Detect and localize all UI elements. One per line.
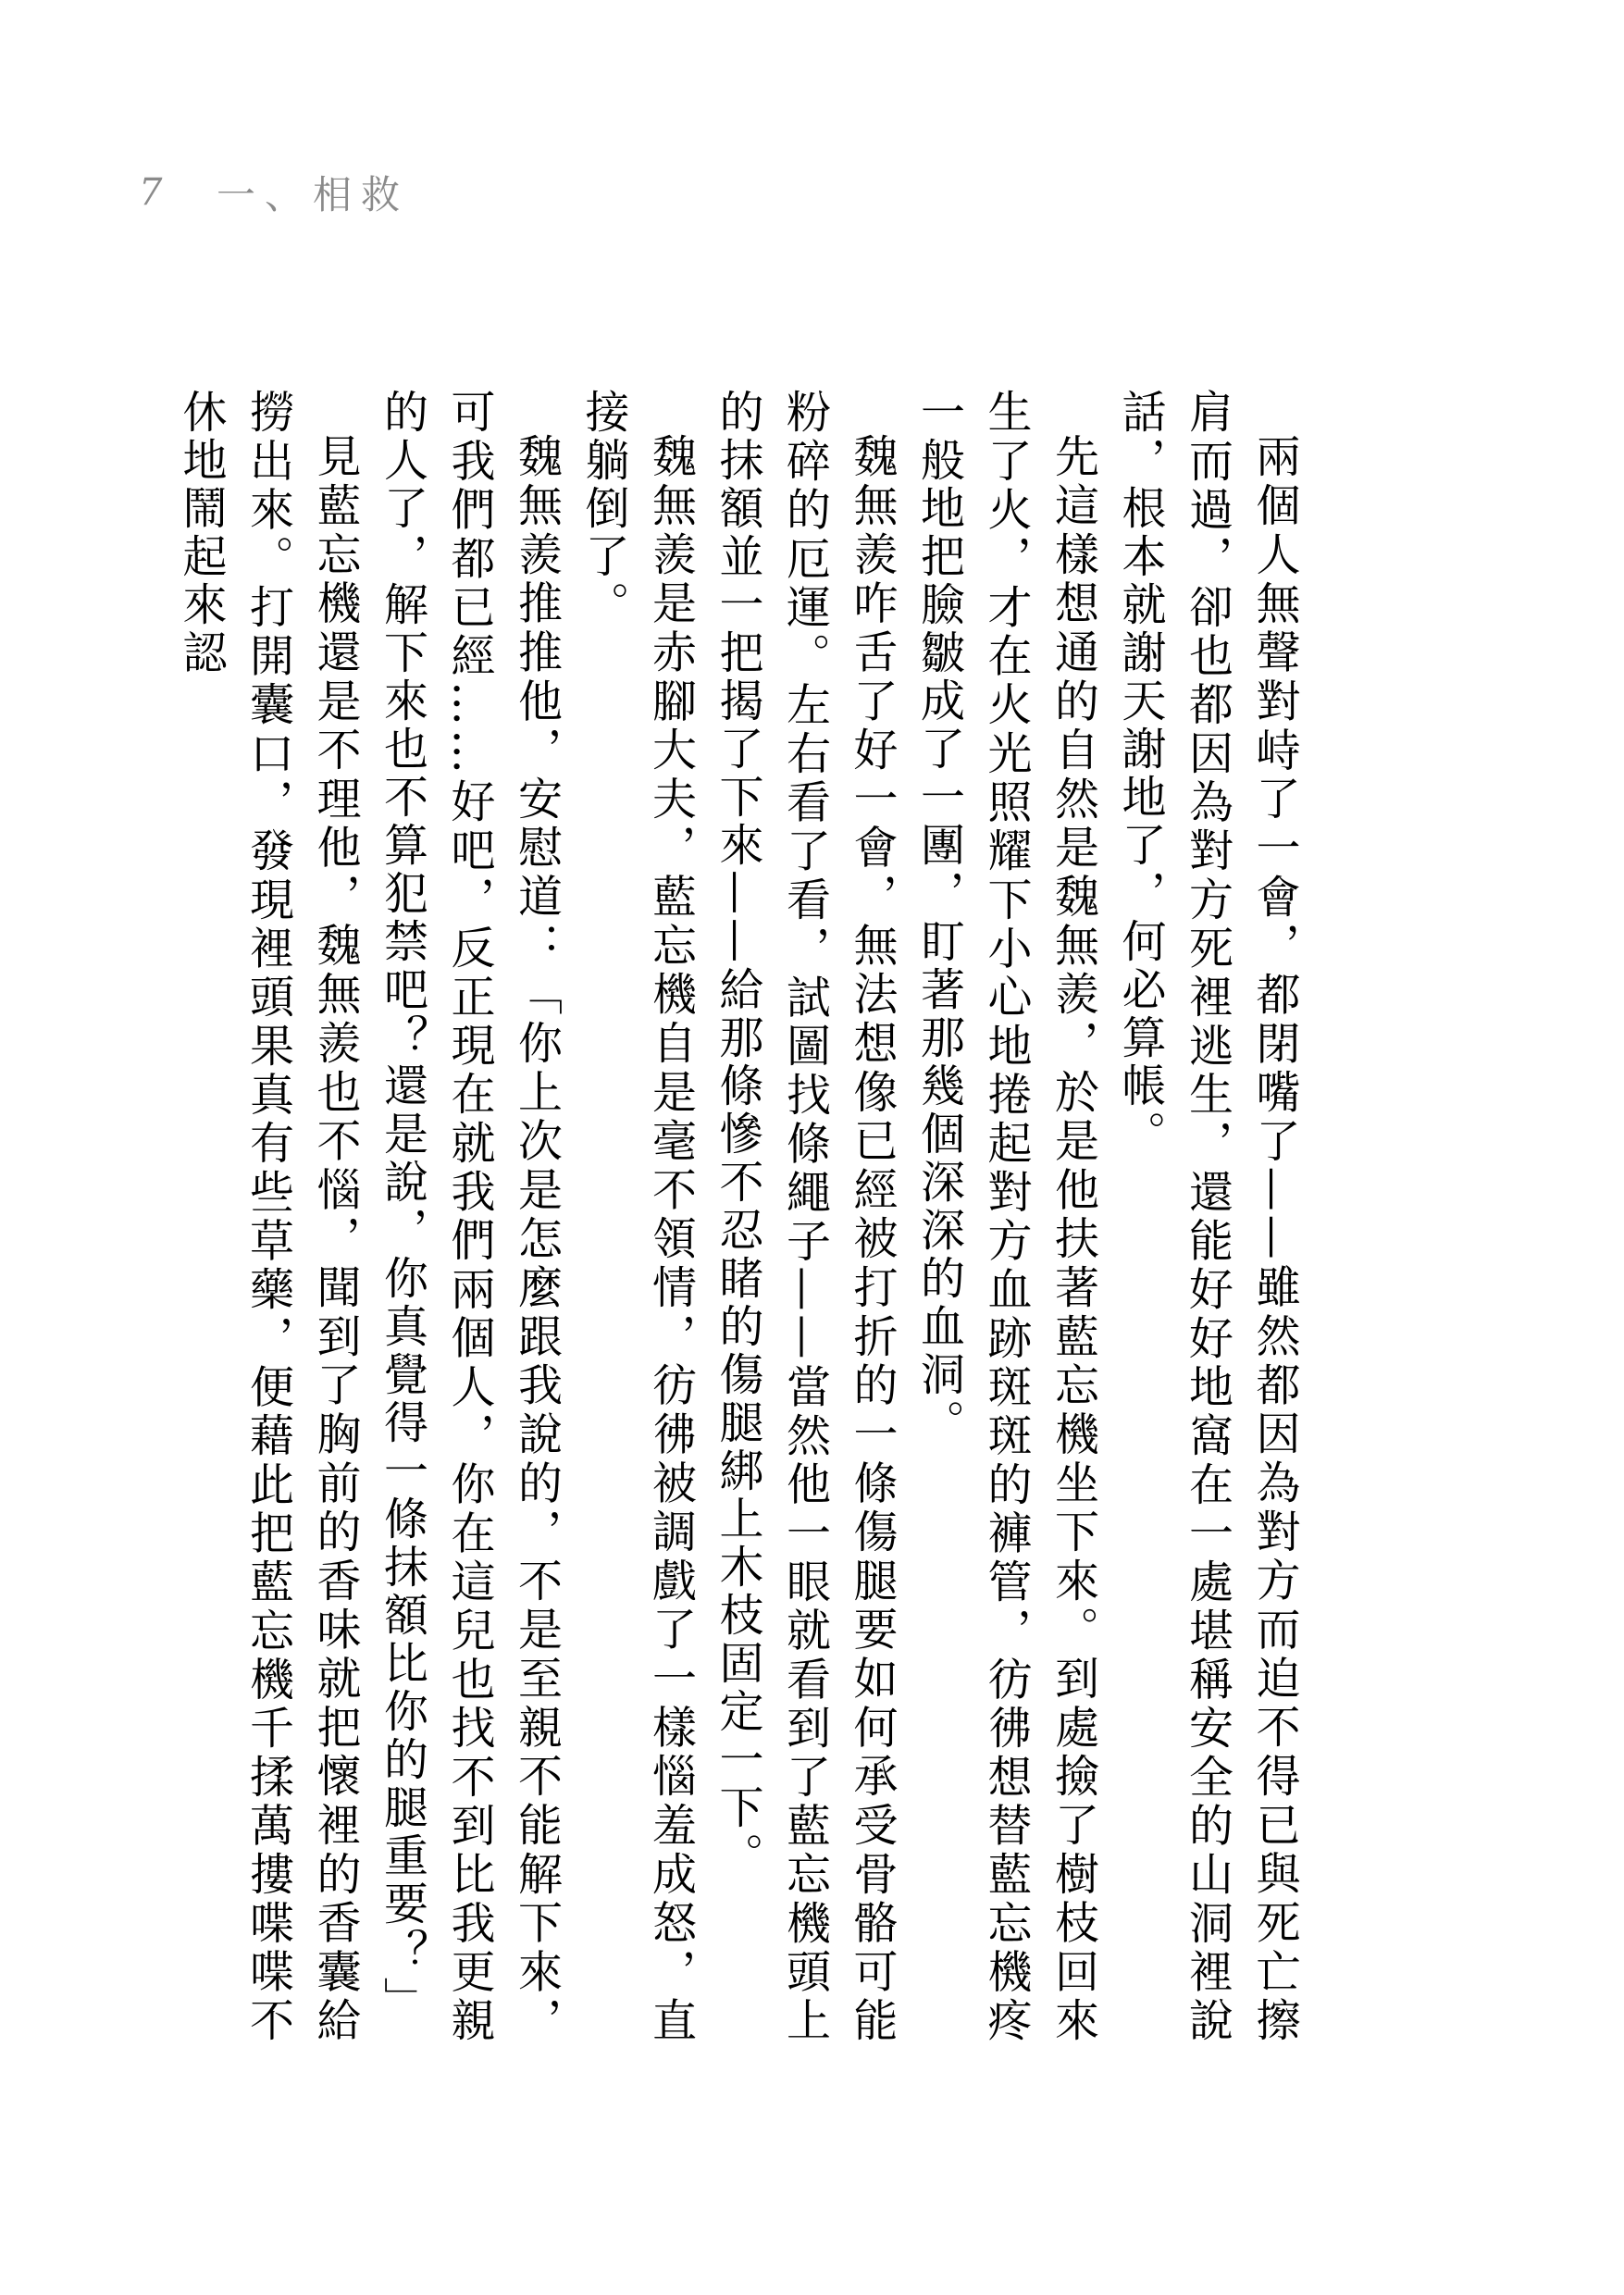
- running-header: [139, 165, 409, 220]
- paragraph: 兩個人無聲對峙了一會，都閉嘴了——雖然都因為對方而迫不得已與死亡擦肩而過，卻也都因為對方死裡逃生，還能好好地窩在一處堪稱安全的山洞裡說話，根本就謝天謝地了，何必算帳。: [1114, 389, 1300, 2045]
- body-text: [175, 389, 1308, 2045]
- chapter-title: 一、相救: [217, 172, 410, 217]
- page-number: 7: [139, 171, 163, 214]
- paragraph: 見藍忘機還是不理他，魏無羨也不惱，聞到了胸前的香味就把懷裡的香囊給撈出來。打開囊口，發現裡頭果真有些草藥，便藉此把藍忘機千揉萬摟喋喋不休地鬧起來認: [175, 389, 361, 2045]
- paragraph: 魏無羨推推他，安慰道：「你上次是怎麼跟我說的，不是至親不能解下來，可我們都已經……好吧，反正現在就我們兩個人，你在這兒也找不到比我更親的人了，解下來也不算犯禁吧？還是說，你真覺得一條抹額比你的腿重要？」: [376, 389, 563, 2045]
- paragraph: 先這樣想通的自然是魏無羨，於是他扶著藍忘機坐下來。到處撿了樹枝回來生了火，才在火光照耀下小心地捲起對方血跡斑斑的褲管，彷彿想替藍忘機疼一般地把臉皺成了一團，盯著那幾個深深的血洞。: [912, 389, 1099, 2045]
- paragraph: 魏無羨是赤腳大夫，藍忘機自是毫不領情，彷彿被調戲了一樣惱羞成怒，直接躺倒了。: [577, 389, 697, 2045]
- paragraph: 魏無羨咋舌了好一會，無法想像已經被打折的一條傷腿要如何承受骨骼可能粉碎的厄運。左右看了看，試圖找條繩子——當然他一眼就看到了藍忘機頭上的抹額並一把揭了下來——給那條慘不忍睹的傷腿綁上木枝固定一下。: [712, 389, 898, 2045]
